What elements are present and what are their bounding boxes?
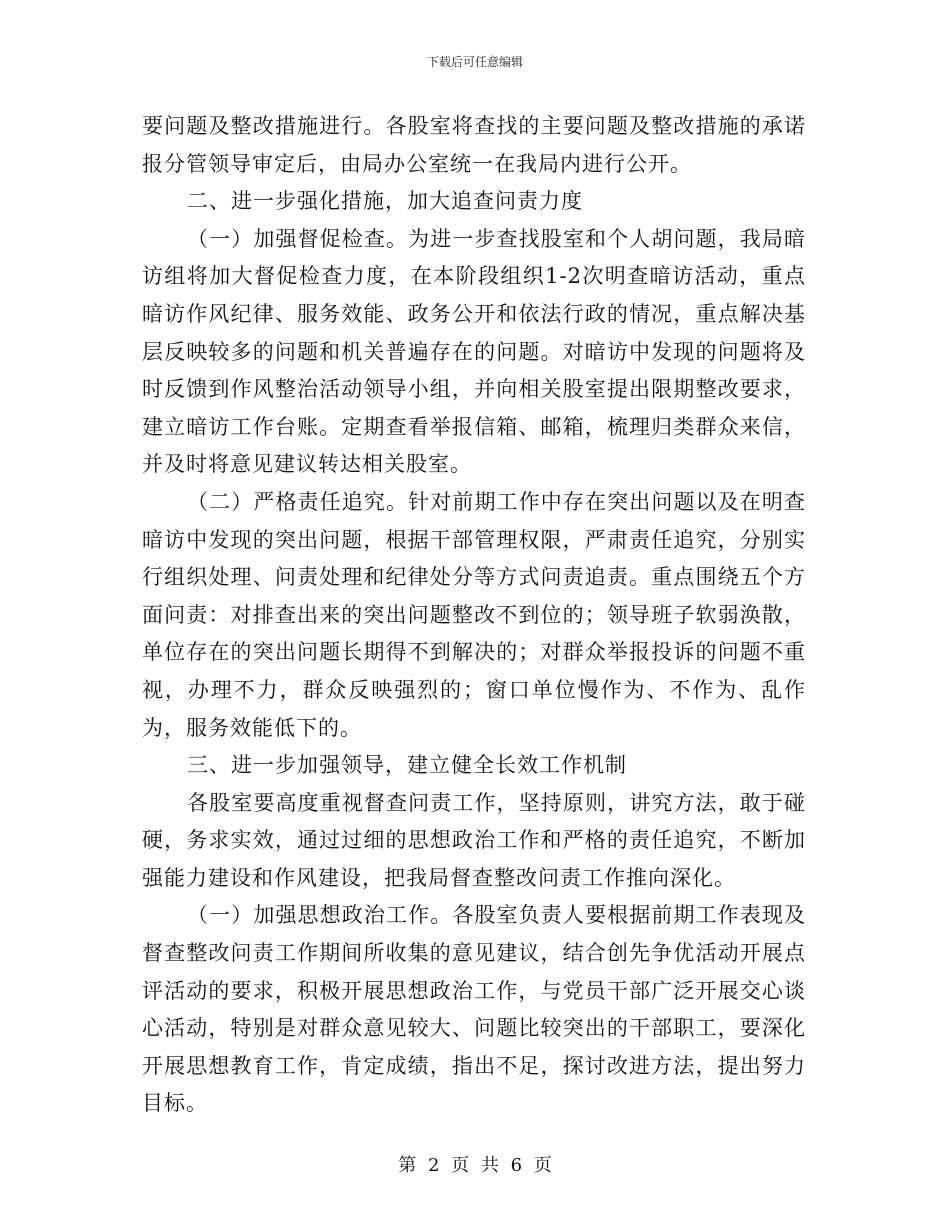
section-heading-3: 三、进一步加强领导，建立健全长效工作机制 bbox=[187, 753, 627, 778]
body-paragraph-supervision: （一）加强督促检查。为进一步查找股室和个人胡问题，我局暗访组将加大督促检查力度，在本阶段组织1-2次明查暗访活动，重点暗访作风纪律、服务效能、政务公开和依法行政的情况，重点解决基层反映较多的问题和机关普遍存在的问题。对暗访中发现的问题将及时反馈到作风整治活动领导小组，并向相关股室提出限期整改要求，建立暗访工作台账。定期查看举报信箱、邮箱，梳理归类群众来信，并及时将意见建议转达相关股室。 bbox=[142, 226, 806, 477]
document-body bbox=[142, 108, 806, 1123]
section-heading-2: 二、进一步强化措施，加大追查问责力度 bbox=[187, 189, 583, 214]
body-paragraph-accountability: （二）严格责任追究。针对前期工作中存在突出问题以及在明查暗访中发现的突出问题，根据干部管理权限，严肃责任追究，分别实行组织处理、问责处理和纪律处分等方式问责追责。重点围绕五个方面问责：对排查出来的突出问题整改不到位的；领导班子软弱涣散，单位存在的突出问题长期得不到解决的；对群众举报投诉的问题不重视，办理不力，群众反映强烈的；窗口单位慢作为、不作为、乱作为，服务效能低下的。 bbox=[142, 489, 806, 740]
body-paragraph-political-work: （一）加强思想政治工作。各股室负责人要根据前期工作表现及督查整改问责工作期间所收集的意见建议，结合创先争优活动开展点评活动的要求，积极开展思想政治工作，与党员干部广泛开展交心谈心活动，特别是对群众意见较大、问题比较突出的干部职工，要深化开展思想教育工作，肯定成绩，指出不足，探讨改进方法，提出努力目标。 bbox=[142, 903, 806, 1116]
page-number-footer: 第 2 页 共 6 页 bbox=[398, 1155, 552, 1176]
body-paragraph-mechanism: 各股室要高度重视督查问责工作，坚持原则，讲究方法，敢于碰硬，务求实效，通过过细的思想政治工作和严格的责任追究，不断加强能力建设和作风建设，把我局督查整改问责工作推向深化。 bbox=[142, 790, 806, 890]
body-paragraph-continuation: 要问题及整改措施进行。各股室将查找的主要问题及整改措施的承诺报分管领导审定后，由局办公室统一在我局内进行公开。 bbox=[142, 114, 806, 176]
page-header: 下载后可任意编辑 bbox=[426, 55, 523, 69]
